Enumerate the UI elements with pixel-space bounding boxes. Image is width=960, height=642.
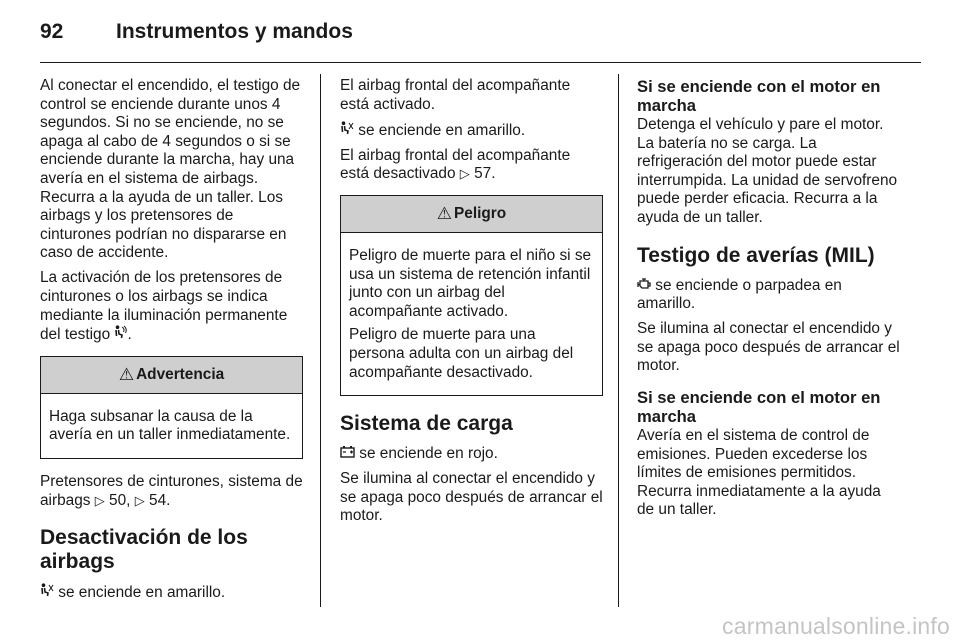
paragraph: Al conectar el encendido, el testigo de control se enciende durante unos 4 segundos. Si no se enciende, no se apaga al cabo de 4 segundos o si se enciende durante la marcha, hay una avería en el sistema de airbags. Recurra a la ayuda de un taller. Los airbags y los pretensores de cinturones podrían no dispararse en caso de accidente. (40, 77, 301, 262)
engine-icon (637, 278, 651, 290)
page-reference-icon: ▷ (459, 166, 470, 182)
warning-triangle-icon: ⚠ (118, 364, 135, 384)
paragraph: El airbag frontal del acompañante está desactivado ▷ 57. (340, 146, 571, 183)
column-2 (340, 77, 603, 533)
battery-icon (340, 445, 355, 458)
page-reference-icon: ▷ (94, 492, 105, 508)
page-header (40, 0, 921, 63)
page-title: Instrumentos y mandos (116, 20, 353, 43)
column-3 (637, 77, 900, 527)
subsection-heading: Si se enciende con el motor en marcha (637, 77, 881, 115)
paragraph: Detenga el vehículo y pare el motor. La batería no se carga. La refrigeración del motor puede estar interrumpida. La unidad de servofreno puede perder eficacia. Recurra a la ayuda de un taller. (637, 116, 898, 226)
danger-text: Peligro de muerte para el niño si se usa un sistema de retención infantil junto con un airbag del acompañante activado. (349, 246, 592, 320)
column-1 (40, 77, 303, 609)
paragraph: La activación de los pretensores de cinturones o los airbags se indica mediante la iluminación permanente del testigo . (40, 269, 288, 344)
paragraph: se enciende en rojo. (340, 445, 603, 464)
paragraph: se enciende en amarillo. (40, 583, 303, 603)
warning-triangle-icon: ⚠ (436, 203, 453, 223)
airbag-off-icon (340, 121, 354, 135)
paragraph: Se ilumina al conectar el encendido y se apaga poco después de arrancar el motor. (637, 320, 900, 375)
watermark: carmanualsonline.info (722, 613, 950, 639)
section-heading: Sistema de carga (340, 412, 513, 436)
column-divider (320, 74, 321, 607)
paragraph: se enciende en amarillo. (340, 121, 603, 141)
page-number: 92 (40, 20, 64, 43)
danger-title: ⚠ Peligro (341, 196, 602, 233)
paragraph: se enciende o parpadea en amarillo. (637, 276, 842, 313)
danger-text: Peligro de muerte para una persona adulta con un airbag del acompañante desactivado. (349, 326, 574, 381)
paragraph: Se ilumina al conectar el encendido y se apaga poco después de arrancar el motor. (340, 470, 603, 525)
subsection-heading: Si se enciende con el motor en marcha (637, 388, 881, 427)
paragraph: El airbag frontal del acompañante está activado. (340, 77, 571, 113)
section-heading: Desactivación de los airbags (40, 526, 248, 574)
page-reference-icon: ▷ (134, 492, 145, 508)
section-heading: Testigo de averías (MIL) (637, 243, 875, 267)
column-divider (618, 74, 619, 607)
paragraph: Pretensores de cinturones, sistema de airbags ▷ 50, ▷ 54. (40, 473, 303, 509)
airbag-off-icon (40, 583, 54, 597)
warning-text: Haga subsanar la causa de la avería en un taller inmediatamente. (49, 407, 291, 444)
paragraph: Avería en el sistema de control de emisiones. Pueden excederse los límites de emisiones permitidos. Recurra inmediatamente a la ayuda de un taller. (637, 427, 881, 519)
warning-title: ⚠ Advertencia (41, 357, 302, 394)
airbag-icon (114, 325, 127, 339)
danger-box (340, 195, 603, 396)
warning-box (40, 356, 303, 459)
